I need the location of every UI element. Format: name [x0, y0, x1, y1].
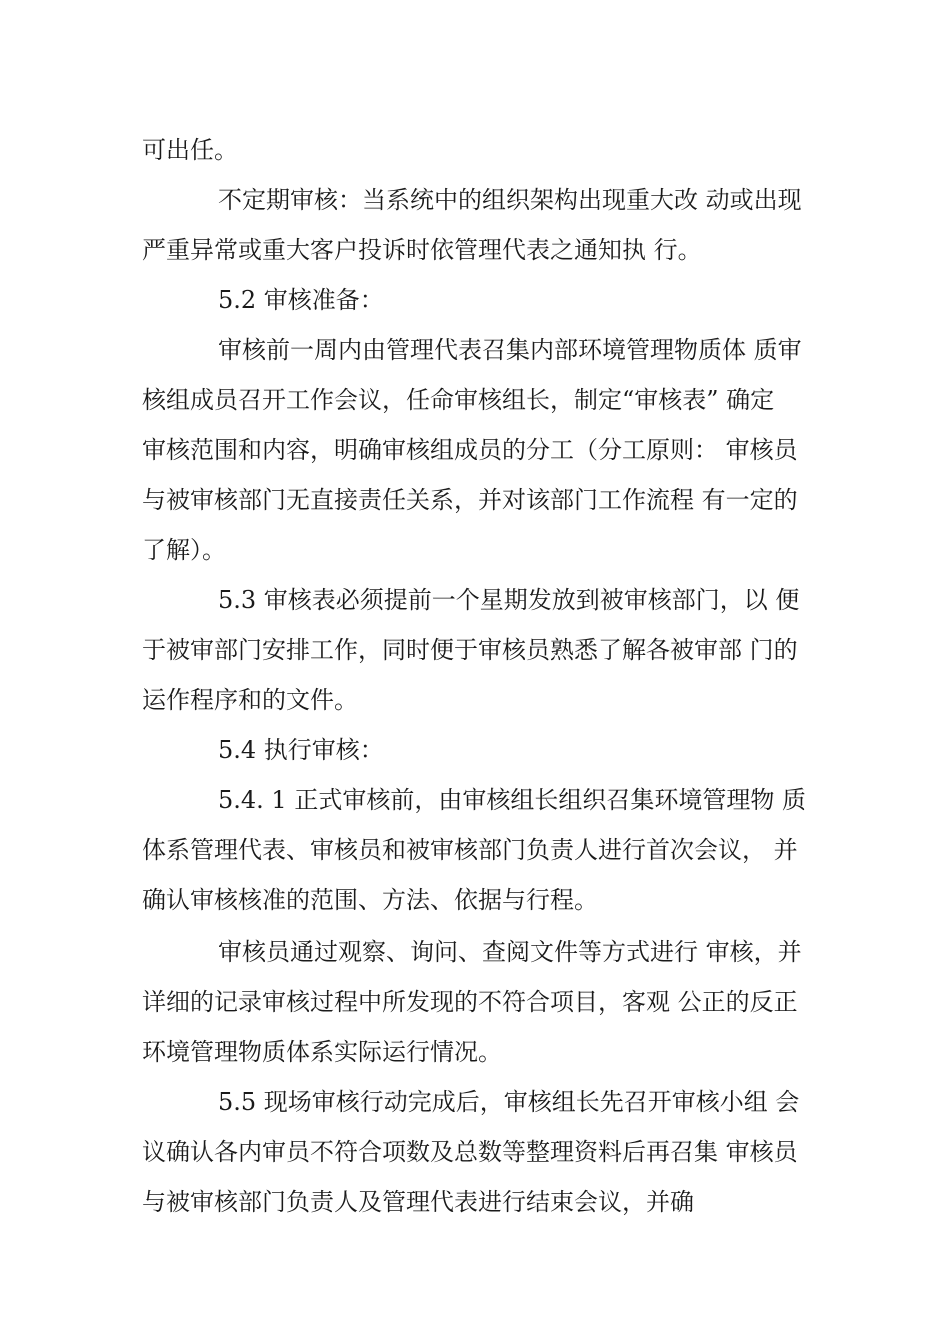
text-line: 了解）。: [142, 536, 226, 564]
section-heading-5-5: 5.5 现场审核行动完成后，审核组长先召开审核小组 会: [218, 1088, 800, 1116]
text-line: 运作程序和的文件。: [142, 686, 358, 714]
paragraph-auditor-methods: 审核员通过观察、询问、查阅文件等方式进行 审核，并: [218, 938, 802, 966]
text-line: 环境管理物质体系实际运行情况。: [142, 1038, 502, 1066]
text-line: 与被审核部门负责人及管理代表进行结束会议，并确: [142, 1188, 694, 1216]
section-heading-5-2: 5.2 审核准备：: [218, 286, 384, 314]
text-line: 核组成员召开工作会议，任命审核组长，制定“审核表” 确定: [142, 386, 775, 414]
text-line: 体系管理代表、审核员和被审核部门负责人进行首次会议， 并: [142, 836, 798, 864]
text-line: 严重异常或重大客户投诉时依管理代表之通知执 行。: [142, 236, 702, 264]
paragraph-audit-preparation: 审核前一周内由管理代表召集内部环境管理物质体 质审: [218, 336, 802, 364]
text-line: 于被审部门安排工作，同时便于审核员熟悉了解各被审部 门的: [142, 636, 798, 664]
text-line: 与被审核部门无直接责任关系，并对该部门工作流程 有一定的: [142, 486, 798, 514]
paragraph-irregular-audit: 不定期审核：当系统中的组织架构出现重大改 动或出现: [218, 186, 802, 214]
text-line: 确认审核核准的范围、方法、依据与行程。: [142, 886, 598, 914]
section-heading-5-3: 5.3 审核表必须提前一个星期发放到被审核部门，以 便: [218, 586, 800, 614]
section-heading-5-4: 5.4 执行审核：: [218, 736, 384, 764]
text-line: 可出任。: [142, 136, 238, 164]
text-line: 议确认各内审员不符合项数及总数等整理资料后再召集 审核员: [142, 1138, 798, 1166]
text-line: 审核范围和内容，明确审核组成员的分工（分工原则： 审核员: [142, 436, 798, 464]
section-heading-5-4-1: 5.4. 1 正式审核前，由审核组长组织召集环境管理物 质: [218, 786, 806, 814]
text-line: 详细的记录审核过程中所发现的不符合项目，客观 公正的反正: [142, 988, 798, 1016]
